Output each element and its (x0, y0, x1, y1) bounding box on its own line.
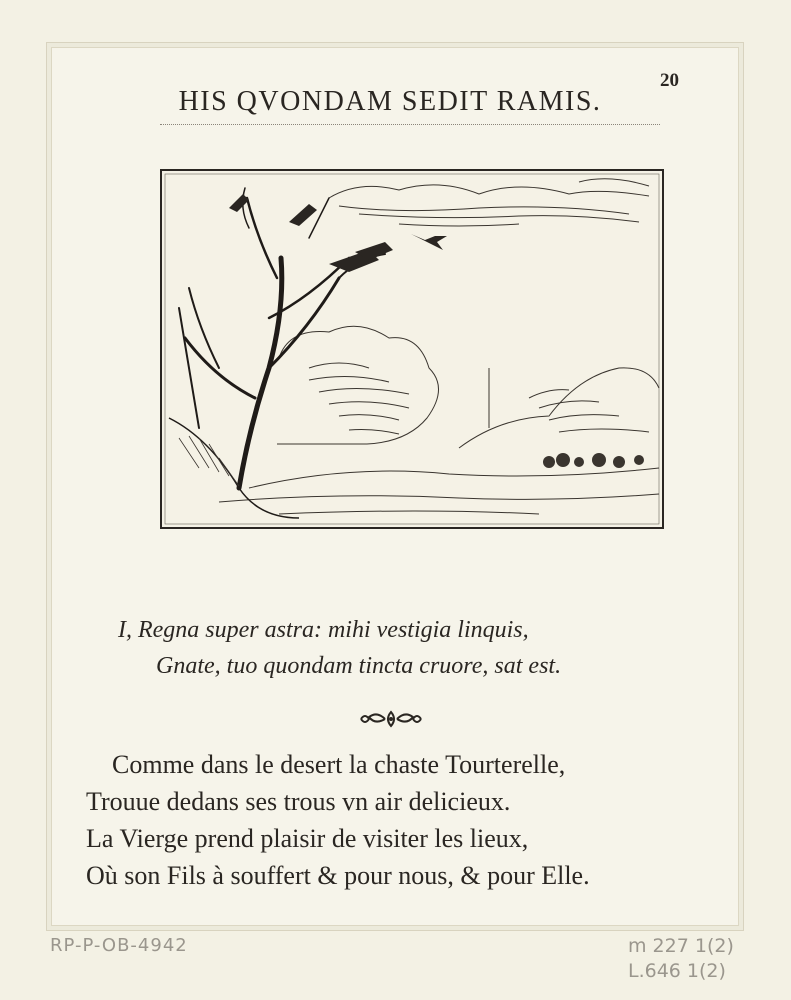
french-verse-line: Où son Fils à souffert & pour nous, & pour Elle. (86, 861, 590, 890)
motto-title: HIS QVONDAM SEDIT RAMIS. (178, 86, 602, 117)
latin-verse (118, 612, 678, 684)
latin-verse-line: I, Regna super astra: mihi vestigia linquis, (118, 617, 529, 643)
french-verse-line: Comme dans le desert la chaste Tourterelle, (112, 750, 566, 779)
plate-number: 20 (660, 70, 679, 91)
french-verse (86, 746, 726, 894)
fleuron-ornament-icon (355, 706, 427, 732)
motto-rule (160, 124, 660, 127)
french-verse-line: La Vierge prend plaisir de visiter les lieux, (86, 824, 529, 853)
latin-verse-line: Gnate, tuo quondam tincta cruore, sat est. (156, 653, 562, 679)
inventory-number: RP-P-OB-4942 (50, 935, 188, 956)
french-verse-line: Trouue dedans ses trous vn air delicieux. (86, 787, 511, 816)
collection-note: m 227 1(2) (628, 935, 734, 957)
collection-note: L.646 1(2) (628, 960, 726, 982)
engraved-landscape-image (159, 168, 665, 530)
